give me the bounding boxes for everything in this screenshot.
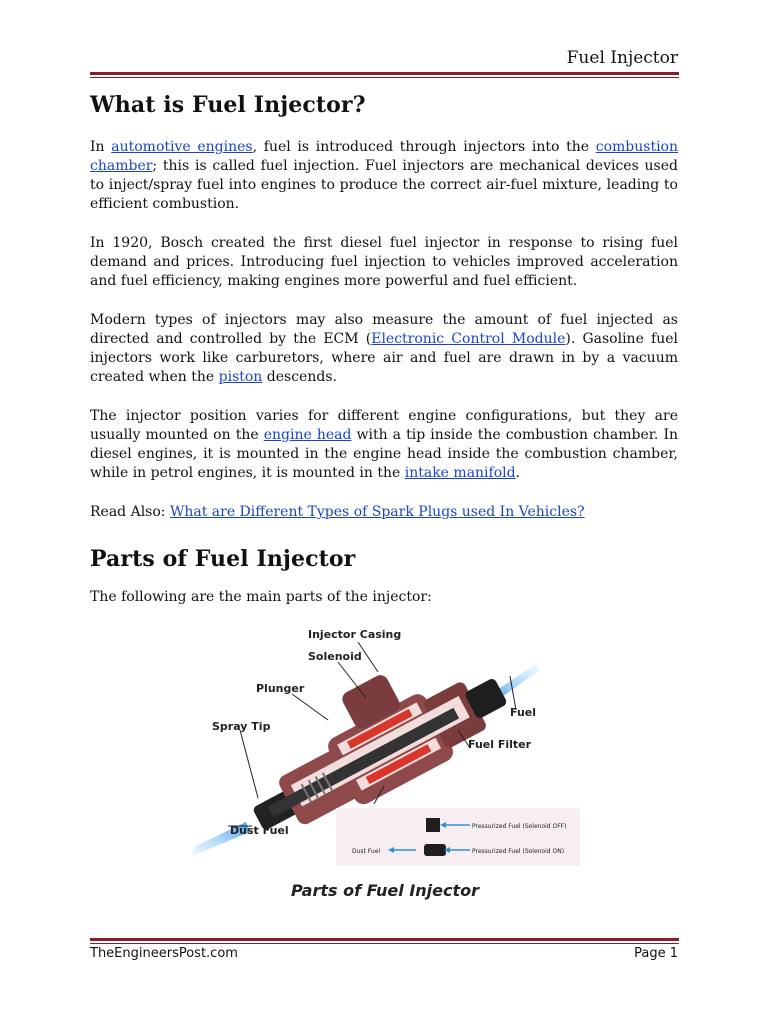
paragraph-parts-intro: The following are the main parts of the injector:	[90, 589, 432, 605]
section-heading-parts: Parts of Fuel Injector	[90, 546, 356, 572]
figure-caption: Parts of Fuel Injector	[290, 881, 480, 900]
legend-solenoid-off: Pressurized Fuel (Solenoid OFF)	[472, 823, 567, 830]
label-dust-fuel: Dust Fuel	[230, 824, 289, 837]
page-content	[90, 92, 678, 627]
link-combustion-chamber[interactable]: combustion chamber	[90, 139, 678, 174]
header-rule	[90, 72, 679, 78]
link-automotive-engines[interactable]: automotive engines	[111, 139, 253, 155]
page-number: Page 1	[634, 946, 678, 961]
label-fuel: Fuel	[510, 706, 537, 719]
paragraph-intro: In automotive engines, fuel is introduced through injectors into the combustion chamber; this is called fuel injection. Fuel injectors are mechanical devices used to inject/spray fuel into engines to produce the correct air-fuel mixture, leading to efficient combustion.	[90, 139, 678, 212]
footer-site: TheEngineersPost.com	[90, 946, 238, 961]
paragraph-modern: Modern types of injectors may also measure the amount of fuel injected as directed and controlled by the ECM (Electronic Control Module). Gasoline fuel injectors work like carburetors, where air and fuel are drawn in by a vacuum created when the piston descends.	[90, 312, 678, 385]
link-piston[interactable]: piston	[218, 369, 263, 385]
link-spark-plugs[interactable]: What are Different Types of Spark Plugs used In Vehicles?	[169, 504, 585, 520]
link-electronic-control-module[interactable]: Electronic Control Module	[371, 331, 566, 347]
label-solenoid: Solenoid	[308, 650, 362, 663]
paragraph-history: In 1920, Bosch created the first diesel fuel injector in response to rising fuel demand and prices. Introducing fuel injection to vehicles improved acceleration and fuel efficiency, making engines more powerful and fuel efficient.	[90, 235, 678, 289]
link-intake-manifold[interactable]: intake manifold	[404, 465, 516, 481]
label-spray-tip: Spray Tip	[212, 720, 271, 733]
label-injector-casing: Injector Casing	[308, 628, 402, 641]
label-fuel-filter: Fuel Filter	[468, 738, 532, 751]
read-also: Read Also: What are Different Types of Spark Plugs used In Vehicles?	[90, 504, 585, 520]
paragraph-position: The injector position varies for different engine configurations, but they are usually mounted on the engine head with a tip inside the combustion chamber. In diesel engines, it is mounted in the engine head inside the combustion chamber, while in petrol engines, it is mounted in the intake manifold.	[90, 408, 678, 481]
legend-box	[336, 808, 580, 866]
legend-solenoid-on: Pressurized Fuel (Solenoid ON)	[472, 848, 565, 855]
running-header: Fuel Injector	[566, 48, 678, 68]
fuel-injector-diagram	[188, 620, 582, 910]
label-plunger: Plunger	[256, 682, 305, 695]
section-heading-what-is: What is Fuel Injector?	[90, 92, 366, 118]
link-engine-head[interactable]: engine head	[263, 427, 352, 443]
legend-dust-fuel: Dust Fuel	[352, 848, 381, 855]
footer-rule	[90, 938, 679, 944]
